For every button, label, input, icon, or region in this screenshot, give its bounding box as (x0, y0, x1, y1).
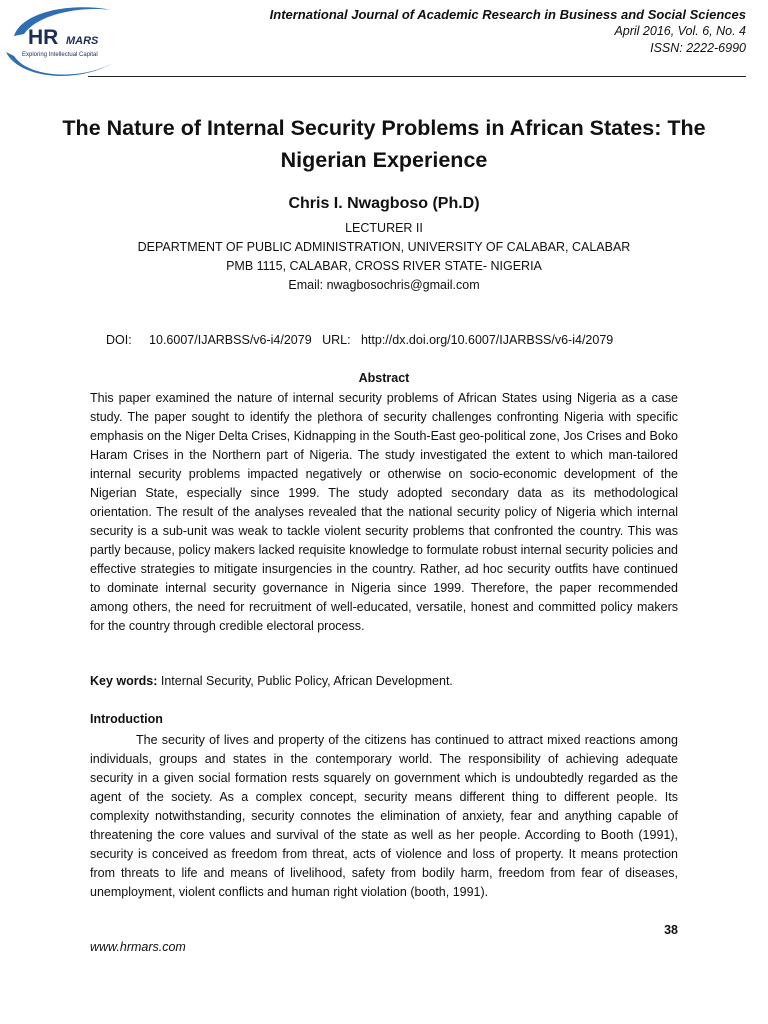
header-divider (88, 76, 746, 77)
website-link[interactable]: www.hrmars.com (90, 940, 186, 954)
svg-text:HR: HR (28, 26, 59, 49)
logo-swoosh-icon (0, 0, 130, 85)
affiliation-line: DEPARTMENT OF PUBLIC ADMINISTRATION, UNIVERSITY OF CALABAR, CALABAR (137, 240, 631, 254)
keywords-text: Internal Security, Public Policy, African Development. (160, 674, 453, 688)
affiliation-line: PMB 1115, CALABAR, CROSS RIVER STATE- NIGERIA (226, 259, 542, 273)
hrmars-logo (0, 0, 130, 85)
abstract-text: This paper examined the nature of internal security problems of African States using Nigeria as a case study. The paper sought to identify the plethora of security challenges confronting Nigeria with specific emphasis on the Niger Delta Crises, Kidnapping in the South-East geo-political zone, Jos Crises and Boko Haram Crises in the Northern part of Nigeria. The study investigated the extent to which man-tailored internal security problems impacted negatively or otherwise on socio-economic development of the Nigerian State, especially since 1999. The study adopted secondary data as its methodological orientation. The result of the analyses revealed that the national security policy of Nigeria which internal security is a sub-unit was weak to tackle violent security problems that confronted the country. This was partly because, policy makers lacked requisite knowledge to formulate robust internal security policies and effective strategies to mitigate insurgencies in the country. Rather, ad hoc security outfits have continued to dominate internal security governance in Nigeria since 1999. Therefore, the paper recommended among others, the need for recruitment of well-educated, versatile, honest and committed policy makers for the country through credible electoral process. (90, 391, 678, 633)
journal-header (270, 6, 746, 57)
paper-title: The Nature of Internal Security Problems in African States: The Nigerian Experience (62, 116, 706, 172)
page-number: 38 (664, 923, 678, 937)
journal-issn: ISSN: 2222-6990 (650, 41, 746, 55)
journal-issue: April 2016, Vol. 6, No. 4 (614, 24, 746, 38)
introduction-text: The security of lives and property of the citizens has continued to attract mixed reactions among individuals, groups and states in the contemporary world. The responsibility of achieving adequate security in a given social formation rests squarely on government which is undoubtedly regarded as the agent of the society. As a complex concept, security means different thing to different people. Its complexity notwithstanding, security connotes the elimination of anxiety, fear and anything capable of threatening the core values and survival of the state as well as her people. According to Booth (1991), security is conceived as freedom from threat, acts of violence and loss of property. It means protection from threats to life and means of livelihood, safety from bodily harm, freedom from fear of diseases, unemployment, violent conflicts and human right violation (booth, 1991). (90, 733, 678, 899)
svg-text:Exploring Intellectual Capital: Exploring Intellectual Capital (22, 52, 98, 58)
affiliation-line: LECTURER II (345, 221, 423, 235)
introduction-heading: Introduction (90, 712, 163, 726)
author-affiliation (0, 219, 768, 295)
author-name: Chris I. Nwagboso (Ph.D) (288, 195, 480, 212)
keywords-label: Key words: (90, 674, 158, 688)
svg-text:MARS: MARS (66, 35, 99, 47)
journal-name: International Journal of Academic Research in Business and Social Sciences (269, 7, 746, 22)
keywords (90, 674, 453, 688)
doi-line[interactable]: DOI: 10.6007/IJARBSS/v6-i4/2079 URL: http://dx.doi.org/10.6007/IJARBSS/v6-i4/2079 (106, 333, 614, 347)
abstract-heading: Abstract (358, 371, 410, 385)
author-email[interactable]: Email: nwagbosochris@gmail.com (288, 278, 480, 292)
